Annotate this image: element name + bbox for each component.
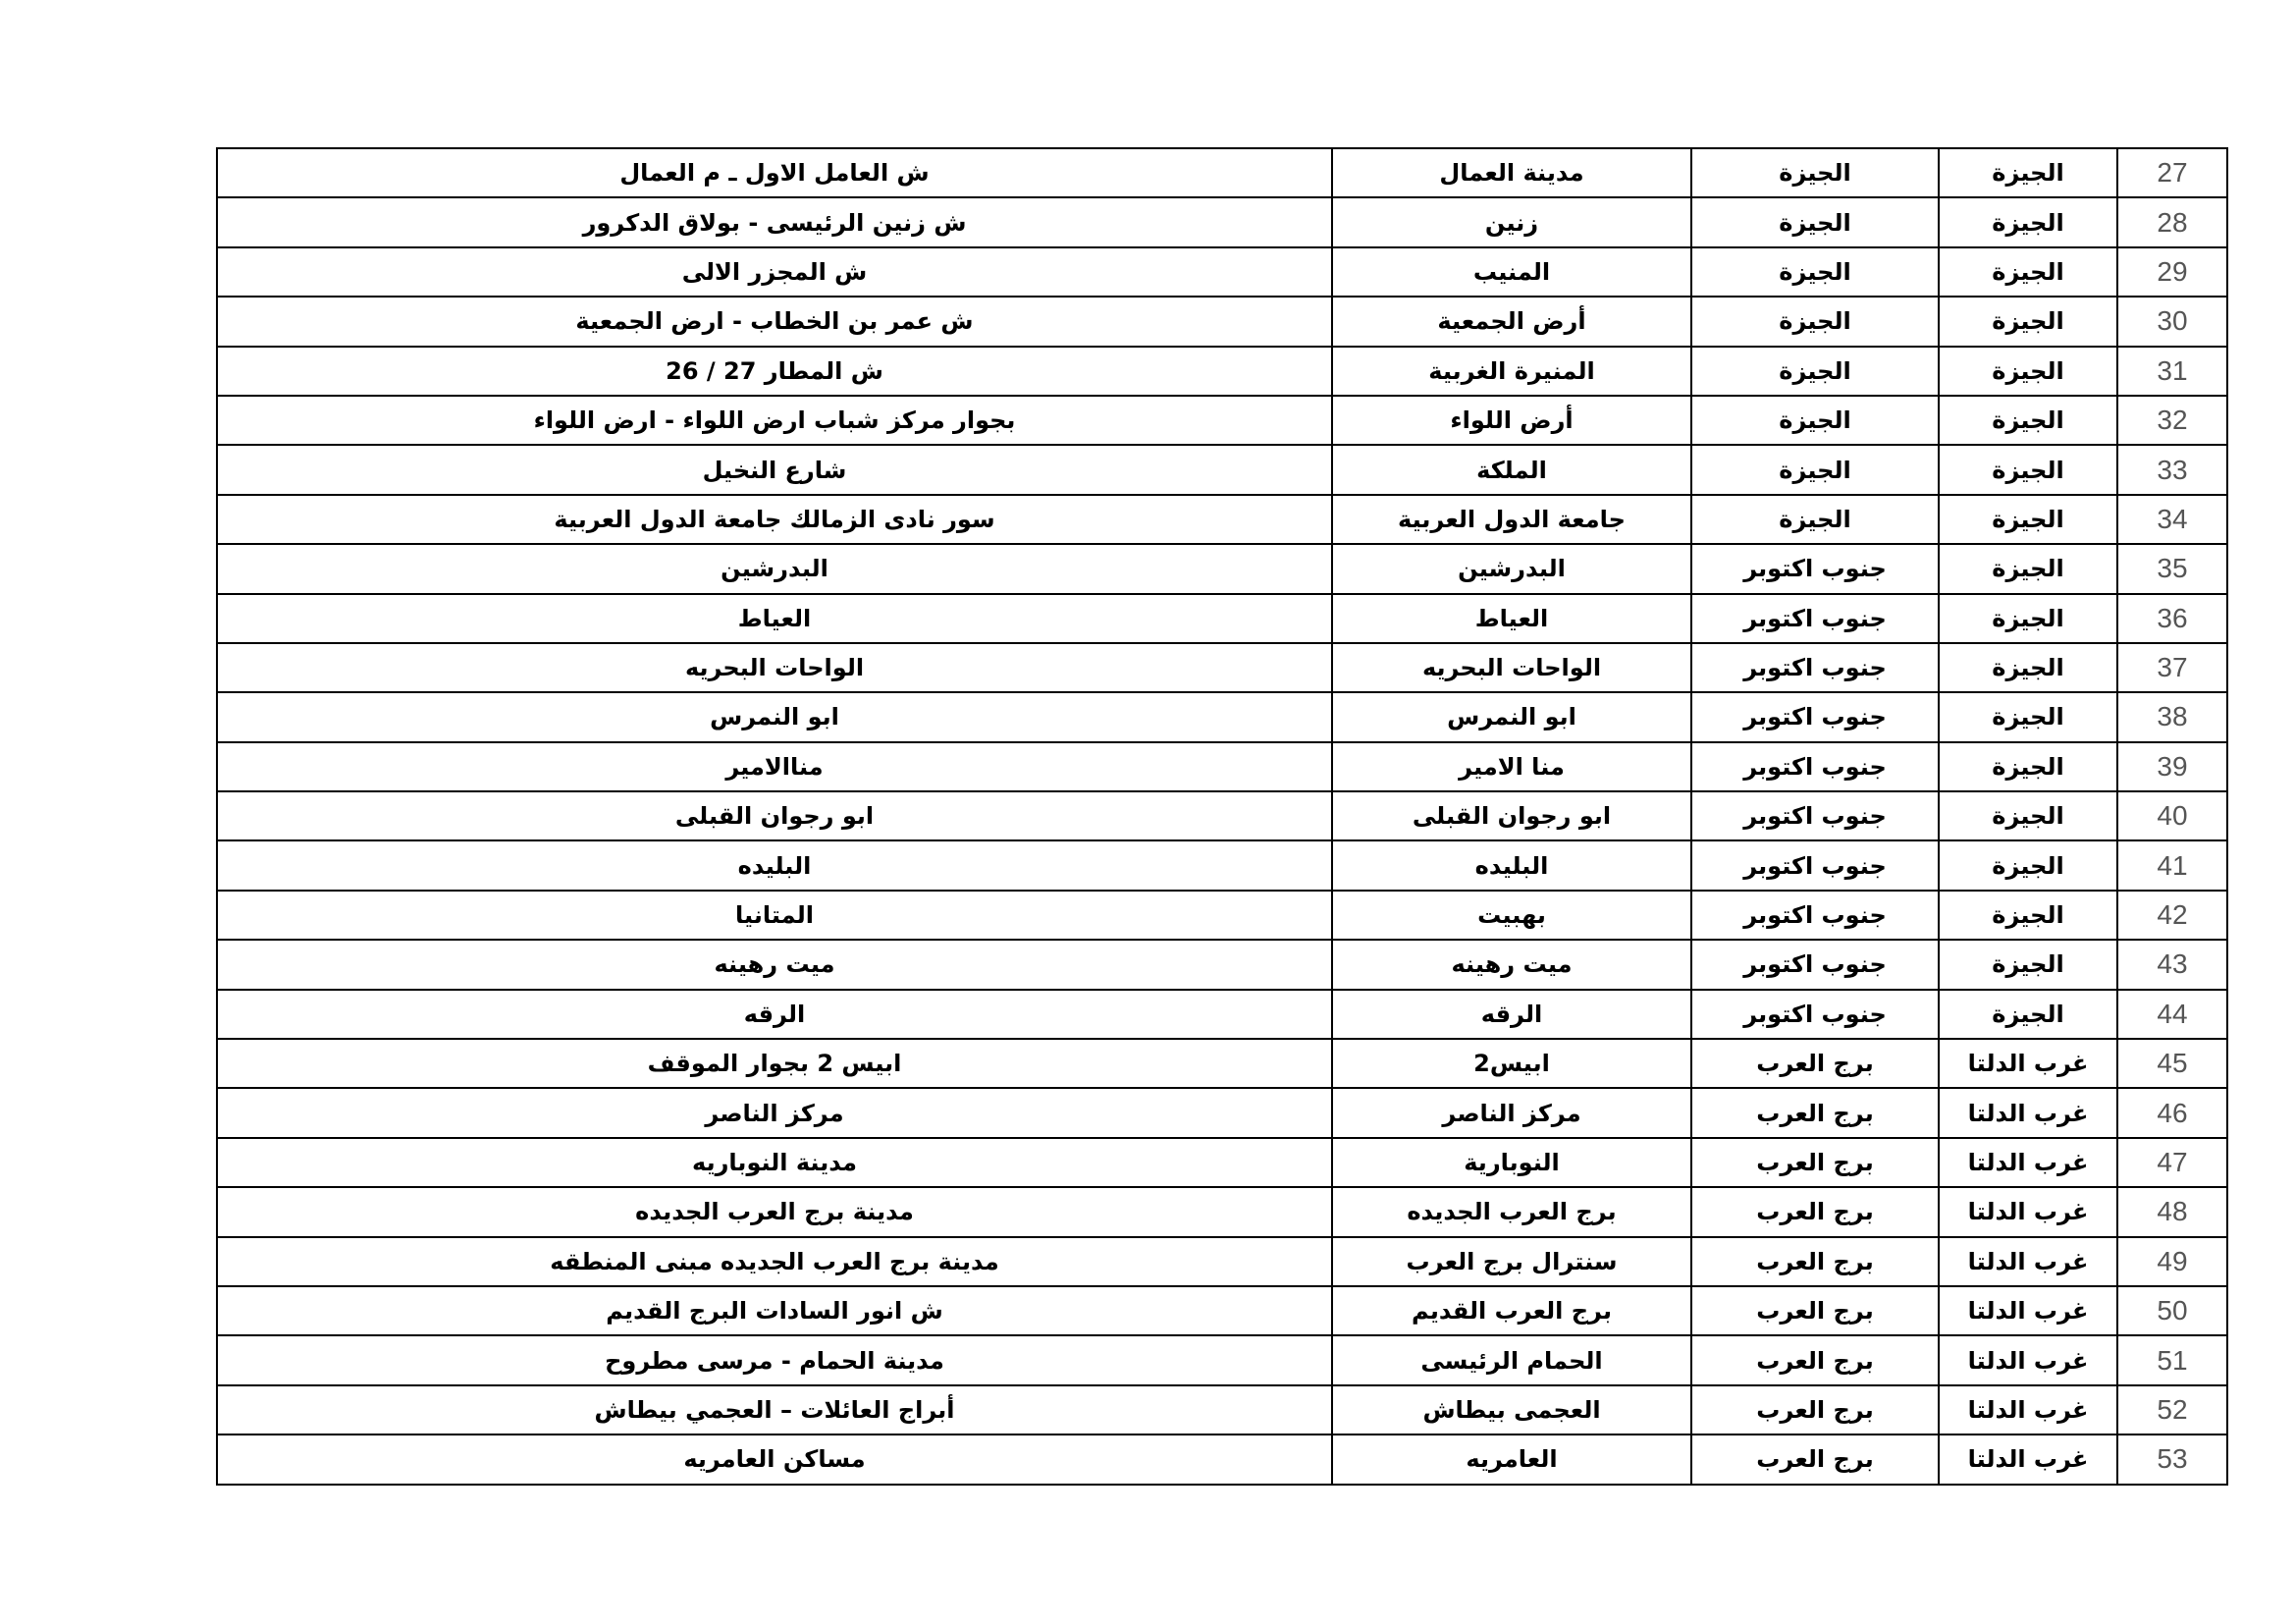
address-cell bbox=[217, 1335, 1332, 1384]
area-text: أرض اللواء bbox=[1450, 406, 1574, 435]
region-cell bbox=[1939, 148, 2117, 197]
address-text: مساكن العامريه bbox=[683, 1445, 866, 1474]
sector-cell bbox=[1691, 347, 1939, 396]
region-cell bbox=[1939, 1237, 2117, 1286]
area-text: جامعة الدول العربية bbox=[1398, 505, 1626, 533]
sector-cell bbox=[1691, 1237, 1939, 1286]
sector-text: برج العرب bbox=[1756, 1099, 1874, 1127]
region-cell bbox=[1939, 940, 2117, 989]
row-number-cell bbox=[2117, 247, 2227, 297]
region-text: الجيزة bbox=[1992, 654, 2064, 682]
sector-text: جنوب اكتوبر bbox=[1743, 901, 1887, 930]
sector-text: برج العرب bbox=[1756, 1198, 1874, 1226]
area-text: الحمام الرئيسى bbox=[1420, 1346, 1603, 1375]
sector-text: جنوب اكتوبر bbox=[1743, 851, 1887, 880]
region-cell bbox=[1939, 495, 2117, 544]
row-number-cell bbox=[2117, 594, 2227, 643]
table-row bbox=[217, 1286, 2227, 1335]
area-cell bbox=[1332, 990, 1691, 1039]
sector-cell bbox=[1691, 891, 1939, 940]
area-text: المنيرة الغربية bbox=[1428, 356, 1595, 385]
region-text: الجيزة bbox=[1992, 307, 2064, 336]
region-text: غرب الدلتا bbox=[1967, 1297, 2089, 1326]
area-text: ابو رجوان القبلى bbox=[1412, 802, 1612, 831]
table-row bbox=[217, 1138, 2227, 1187]
address-cell bbox=[217, 148, 1332, 197]
area-cell bbox=[1332, 297, 1691, 346]
row-number-text: 42 bbox=[2157, 899, 2188, 931]
table-row bbox=[217, 396, 2227, 445]
table-row bbox=[217, 692, 2227, 741]
row-number-cell bbox=[2117, 791, 2227, 840]
area-text: المنيب bbox=[1472, 257, 1551, 286]
table-row bbox=[217, 990, 2227, 1039]
row-number-text: 40 bbox=[2157, 800, 2188, 832]
address-text: ش العامل الاول ـ م العمال bbox=[619, 159, 930, 188]
sector-cell bbox=[1691, 1335, 1939, 1384]
area-text: أرض الجمعية bbox=[1437, 307, 1586, 336]
area-text: الرقه bbox=[1480, 1000, 1543, 1028]
row-number-cell bbox=[2117, 990, 2227, 1039]
address-text: ش زنين الرئيسى - بولاق الدكرور bbox=[582, 208, 967, 237]
region-cell bbox=[1939, 445, 2117, 494]
region-text: الجيزة bbox=[1992, 1000, 2064, 1028]
region-cell bbox=[1939, 990, 2117, 1039]
region-cell bbox=[1939, 594, 2117, 643]
row-number-cell bbox=[2117, 544, 2227, 593]
address-cell bbox=[217, 940, 1332, 989]
table-row bbox=[217, 347, 2227, 396]
address-cell bbox=[217, 1039, 1332, 1088]
address-text: ميت رهينه bbox=[714, 950, 835, 979]
sector-text: الجيزة bbox=[1779, 307, 1851, 336]
area-cell bbox=[1332, 396, 1691, 445]
row-number-cell bbox=[2117, 1286, 2227, 1335]
area-text: مدينة العمال bbox=[1439, 159, 1584, 188]
row-number-cell bbox=[2117, 1385, 2227, 1435]
sector-cell bbox=[1691, 495, 1939, 544]
region-cell bbox=[1939, 347, 2117, 396]
region-cell bbox=[1939, 396, 2117, 445]
row-number-text: 34 bbox=[2157, 503, 2188, 534]
row-number-cell bbox=[2117, 840, 2227, 890]
address-text: مدينة برج العرب الجديده مبنى المنطقه bbox=[550, 1247, 999, 1275]
region-text: غرب الدلتا bbox=[1967, 1247, 2089, 1275]
address-cell bbox=[217, 1187, 1332, 1236]
sector-cell bbox=[1691, 1385, 1939, 1435]
area-cell bbox=[1332, 1435, 1691, 1484]
region-text: الجيزة bbox=[1992, 851, 2064, 880]
sector-cell bbox=[1691, 396, 1939, 445]
address-cell bbox=[217, 1237, 1332, 1286]
table-row bbox=[217, 594, 2227, 643]
sector-text: برج العرب bbox=[1756, 1247, 1874, 1275]
address-cell bbox=[217, 990, 1332, 1039]
area-text: البليده bbox=[1474, 851, 1549, 880]
sector-cell bbox=[1691, 1138, 1939, 1187]
table-row bbox=[217, 1385, 2227, 1435]
region-text: غرب الدلتا bbox=[1967, 1395, 2089, 1424]
area-cell bbox=[1332, 594, 1691, 643]
region-text: الجيزة bbox=[1992, 604, 2064, 632]
table-row bbox=[217, 1039, 2227, 1088]
row-number-text: 38 bbox=[2157, 701, 2188, 732]
sector-text: الجيزة bbox=[1779, 257, 1851, 286]
address-cell bbox=[217, 445, 1332, 494]
region-text: غرب الدلتا bbox=[1967, 1099, 2089, 1127]
sector-cell bbox=[1691, 148, 1939, 197]
row-number-cell bbox=[2117, 1237, 2227, 1286]
address-text: مدينة الحمام - مرسى مطروح bbox=[605, 1346, 944, 1375]
region-cell bbox=[1939, 297, 2117, 346]
address-cell bbox=[217, 692, 1332, 741]
address-cell bbox=[217, 396, 1332, 445]
region-text: الجيزة bbox=[1992, 555, 2064, 583]
sector-cell bbox=[1691, 1039, 1939, 1088]
area-text: زنين bbox=[1484, 208, 1539, 237]
sector-text: جنوب اكتوبر bbox=[1743, 555, 1887, 583]
area-cell bbox=[1332, 247, 1691, 297]
region-cell bbox=[1939, 1385, 2117, 1435]
sector-cell bbox=[1691, 1286, 1939, 1335]
table-row bbox=[217, 891, 2227, 940]
table-row bbox=[217, 1435, 2227, 1484]
row-number-cell bbox=[2117, 940, 2227, 989]
area-text: العياط bbox=[1474, 604, 1549, 632]
region-text: الجيزة bbox=[1992, 257, 2064, 286]
row-number-cell bbox=[2117, 1088, 2227, 1137]
row-number-text: 28 bbox=[2157, 206, 2188, 238]
sector-text: جنوب اكتوبر bbox=[1743, 950, 1887, 979]
table-body bbox=[217, 148, 2227, 1485]
region-cell bbox=[1939, 1138, 2117, 1187]
row-number-cell bbox=[2117, 148, 2227, 197]
table-row bbox=[217, 197, 2227, 246]
region-cell bbox=[1939, 197, 2117, 246]
sector-cell bbox=[1691, 643, 1939, 692]
sector-text: الجيزة bbox=[1779, 356, 1851, 385]
sector-text: الجيزة bbox=[1779, 456, 1851, 484]
row-number-cell bbox=[2117, 396, 2227, 445]
address-text: مناالامير bbox=[725, 752, 824, 781]
row-number-cell bbox=[2117, 643, 2227, 692]
sector-cell bbox=[1691, 544, 1939, 593]
sector-cell bbox=[1691, 247, 1939, 297]
region-text: الجيزة bbox=[1992, 901, 2064, 930]
area-cell bbox=[1332, 840, 1691, 890]
address-cell bbox=[217, 742, 1332, 791]
region-cell bbox=[1939, 742, 2117, 791]
region-cell bbox=[1939, 1088, 2117, 1137]
area-text: الواحات البحريه bbox=[1421, 654, 1602, 682]
row-number-cell bbox=[2117, 692, 2227, 741]
sector-cell bbox=[1691, 742, 1939, 791]
area-cell bbox=[1332, 1385, 1691, 1435]
sector-text: برج العرب bbox=[1756, 1149, 1874, 1176]
address-text: البدرشين bbox=[721, 555, 828, 583]
sector-cell bbox=[1691, 297, 1939, 346]
address-text: ابو رجوان القبلى bbox=[674, 802, 875, 831]
region-text: غرب الدلتا bbox=[1967, 1346, 2089, 1375]
address-text: سور نادى الزمالك جامعة الدول العربية bbox=[554, 505, 995, 533]
region-text: الجيزة bbox=[1992, 456, 2064, 484]
address-text: ش المطار 27 / 26 bbox=[666, 356, 883, 385]
row-number-text: 36 bbox=[2157, 602, 2188, 633]
address-text: مدينة برج العرب الجديده bbox=[635, 1198, 914, 1226]
address-cell bbox=[217, 1286, 1332, 1335]
address-cell bbox=[217, 495, 1332, 544]
row-number-cell bbox=[2117, 197, 2227, 246]
sector-text: جنوب اكتوبر bbox=[1743, 604, 1887, 632]
row-number-text: 44 bbox=[2157, 998, 2188, 1029]
row-number-text: 43 bbox=[2157, 948, 2188, 980]
address-cell bbox=[217, 197, 1332, 246]
region-text: الجيزة bbox=[1992, 950, 2064, 979]
sector-cell bbox=[1691, 990, 1939, 1039]
table-row bbox=[217, 445, 2227, 494]
area-cell bbox=[1332, 197, 1691, 246]
area-cell bbox=[1332, 891, 1691, 940]
table-row bbox=[217, 495, 2227, 544]
row-number-text: 53 bbox=[2157, 1443, 2188, 1475]
region-cell bbox=[1939, 247, 2117, 297]
row-number-text: 45 bbox=[2157, 1048, 2188, 1079]
sector-text: الجيزة bbox=[1779, 208, 1851, 237]
region-cell bbox=[1939, 1187, 2117, 1236]
area-cell bbox=[1332, 1088, 1691, 1137]
sector-cell bbox=[1691, 197, 1939, 246]
sector-text: جنوب اكتوبر bbox=[1743, 752, 1887, 781]
table-row bbox=[217, 297, 2227, 346]
area-cell bbox=[1332, 1286, 1691, 1335]
address-cell bbox=[217, 544, 1332, 593]
area-cell bbox=[1332, 940, 1691, 989]
row-number-text: 37 bbox=[2157, 652, 2188, 683]
address-text: البليده bbox=[737, 851, 812, 880]
region-cell bbox=[1939, 791, 2117, 840]
sector-text: الجيزة bbox=[1779, 406, 1851, 435]
address-text: ابيس 2 بجوار الموقف bbox=[647, 1050, 902, 1078]
address-text: بجوار مركز شباب ارض اللواء - ارض اللواء bbox=[533, 406, 1016, 435]
row-number-cell bbox=[2117, 1187, 2227, 1236]
area-cell bbox=[1332, 1335, 1691, 1384]
area-text: سنترال برج العرب bbox=[1406, 1247, 1618, 1275]
row-number-text: 41 bbox=[2157, 849, 2188, 881]
sector-text: جنوب اكتوبر bbox=[1743, 1000, 1887, 1028]
area-cell bbox=[1332, 1039, 1691, 1088]
row-number-text: 29 bbox=[2157, 255, 2188, 287]
sector-cell bbox=[1691, 1088, 1939, 1137]
region-cell bbox=[1939, 643, 2117, 692]
sector-cell bbox=[1691, 594, 1939, 643]
row-number-cell bbox=[2117, 297, 2227, 346]
area-text: النوبارية bbox=[1464, 1149, 1560, 1176]
region-cell bbox=[1939, 1435, 2117, 1484]
address-cell bbox=[217, 891, 1332, 940]
sector-text: برج العرب bbox=[1756, 1395, 1874, 1424]
area-text: البدرشين bbox=[1458, 555, 1566, 583]
area-text: برج العرب القديم bbox=[1412, 1297, 1612, 1326]
row-number-cell bbox=[2117, 742, 2227, 791]
region-text: الجيزة bbox=[1992, 356, 2064, 385]
row-number-text: 48 bbox=[2157, 1196, 2188, 1227]
row-number-cell bbox=[2117, 1435, 2227, 1484]
address-cell bbox=[217, 1138, 1332, 1187]
address-text: مدينة النوباريه bbox=[692, 1149, 857, 1176]
row-number-text: 50 bbox=[2157, 1295, 2188, 1326]
sector-cell bbox=[1691, 1435, 1939, 1484]
row-number-text: 46 bbox=[2157, 1097, 2188, 1128]
address-text: أبراج العائلات – العجمي بيطاش bbox=[594, 1395, 955, 1424]
region-cell bbox=[1939, 891, 2117, 940]
region-text: الجيزة bbox=[1992, 406, 2064, 435]
region-text: الجيزة bbox=[1992, 802, 2064, 831]
area-cell bbox=[1332, 544, 1691, 593]
address-text: شارع النخيل bbox=[702, 456, 847, 484]
area-cell bbox=[1332, 1237, 1691, 1286]
row-number-cell bbox=[2117, 445, 2227, 494]
area-cell bbox=[1332, 692, 1691, 741]
sector-text: جنوب اكتوبر bbox=[1743, 703, 1887, 731]
row-number-cell bbox=[2117, 1138, 2227, 1187]
address-cell bbox=[217, 247, 1332, 297]
address-text: مركز الناصر bbox=[705, 1099, 844, 1127]
sector-cell bbox=[1691, 940, 1939, 989]
sector-cell bbox=[1691, 791, 1939, 840]
address-text: ابو النمرس bbox=[710, 703, 839, 731]
sector-cell bbox=[1691, 692, 1939, 741]
area-text: مركز الناصر bbox=[1442, 1099, 1581, 1127]
address-cell bbox=[217, 840, 1332, 890]
table-row bbox=[217, 940, 2227, 989]
row-number-text: 32 bbox=[2157, 405, 2188, 436]
area-text: ميت رهينه bbox=[1451, 950, 1573, 979]
address-text: المتانيا bbox=[735, 901, 814, 930]
region-cell bbox=[1939, 1039, 2117, 1088]
sector-cell bbox=[1691, 840, 1939, 890]
row-number-text: 52 bbox=[2157, 1393, 2188, 1425]
region-text: الجيزة bbox=[1992, 752, 2064, 781]
area-cell bbox=[1332, 347, 1691, 396]
area-text: ابيس2 bbox=[1473, 1050, 1550, 1078]
sector-text: برج العرب bbox=[1756, 1445, 1874, 1474]
table-row bbox=[217, 1335, 2227, 1384]
region-text: غرب الدلتا bbox=[1967, 1198, 2089, 1226]
table-row bbox=[217, 840, 2227, 890]
area-cell bbox=[1332, 1187, 1691, 1236]
sector-text: جنوب اكتوبر bbox=[1743, 654, 1887, 682]
table-row bbox=[217, 643, 2227, 692]
address-cell bbox=[217, 1385, 1332, 1435]
region-cell bbox=[1939, 1335, 2117, 1384]
region-text: الجيزة bbox=[1992, 159, 2064, 188]
region-cell bbox=[1939, 840, 2117, 890]
region-text: الجيزة bbox=[1992, 208, 2064, 237]
region-text: غرب الدلتا bbox=[1967, 1050, 2089, 1078]
area-cell bbox=[1332, 148, 1691, 197]
region-text: غرب الدلتا bbox=[1967, 1149, 2089, 1176]
address-cell bbox=[217, 347, 1332, 396]
row-number-text: 47 bbox=[2157, 1147, 2188, 1177]
sector-text: الجيزة bbox=[1779, 159, 1851, 188]
address-cell bbox=[217, 1088, 1332, 1137]
area-cell bbox=[1332, 445, 1691, 494]
table-row bbox=[217, 1187, 2227, 1236]
area-text: منا الامير bbox=[1459, 752, 1565, 781]
table-row bbox=[217, 791, 2227, 840]
table-row bbox=[217, 742, 2227, 791]
row-number-text: 39 bbox=[2157, 750, 2188, 782]
address-text: ش انور السادات البرج القديم bbox=[606, 1297, 943, 1326]
row-number-cell bbox=[2117, 1039, 2227, 1088]
row-number-text: 31 bbox=[2157, 354, 2188, 386]
sector-text: برج العرب bbox=[1756, 1297, 1874, 1326]
area-text: العامريه bbox=[1466, 1445, 1558, 1474]
region-text: غرب الدلتا bbox=[1967, 1445, 2089, 1474]
table-row bbox=[217, 544, 2227, 593]
row-number-text: 33 bbox=[2157, 454, 2188, 485]
sector-text: الجيزة bbox=[1779, 505, 1851, 533]
area-cell bbox=[1332, 495, 1691, 544]
area-text: الملكة bbox=[1476, 456, 1547, 484]
sector-cell bbox=[1691, 1187, 1939, 1236]
address-text: ش المجزر الالى bbox=[681, 257, 868, 286]
row-number-cell bbox=[2117, 347, 2227, 396]
row-number-text: 35 bbox=[2157, 553, 2188, 584]
address-text: الرقه bbox=[743, 1000, 806, 1028]
address-text: الواحات البحريه bbox=[684, 654, 865, 682]
region-cell bbox=[1939, 1286, 2117, 1335]
row-number-cell bbox=[2117, 495, 2227, 544]
address-cell bbox=[217, 594, 1332, 643]
address-cell bbox=[217, 1435, 1332, 1484]
sector-text: جنوب اكتوبر bbox=[1743, 802, 1887, 831]
area-text: برج العرب الجديده bbox=[1407, 1198, 1617, 1226]
area-cell bbox=[1332, 742, 1691, 791]
area-cell bbox=[1332, 643, 1691, 692]
row-number-text: 27 bbox=[2157, 157, 2188, 189]
table-row bbox=[217, 148, 2227, 197]
area-text: ابو النمرس bbox=[1447, 703, 1576, 731]
sector-text: برج العرب bbox=[1756, 1050, 1874, 1078]
row-number-text: 30 bbox=[2157, 305, 2188, 337]
sector-cell bbox=[1691, 445, 1939, 494]
area-cell bbox=[1332, 791, 1691, 840]
row-number-text: 49 bbox=[2157, 1245, 2188, 1276]
region-text: الجيزة bbox=[1992, 505, 2064, 533]
table-row bbox=[217, 1237, 2227, 1286]
locations-table bbox=[216, 147, 2228, 1486]
table-row bbox=[217, 247, 2227, 297]
row-number-text: 51 bbox=[2157, 1344, 2188, 1376]
region-cell bbox=[1939, 544, 2117, 593]
address-cell bbox=[217, 791, 1332, 840]
region-text: الجيزة bbox=[1992, 703, 2064, 731]
address-cell bbox=[217, 297, 1332, 346]
table-row bbox=[217, 1088, 2227, 1137]
region-cell bbox=[1939, 692, 2117, 741]
area-text: العجمى بيطاش bbox=[1422, 1395, 1601, 1424]
area-text: بهبيت bbox=[1477, 901, 1546, 930]
row-number-cell bbox=[2117, 1335, 2227, 1384]
address-text: العياط bbox=[737, 604, 812, 632]
sector-text: برج العرب bbox=[1756, 1346, 1874, 1375]
address-cell bbox=[217, 643, 1332, 692]
area-cell bbox=[1332, 1138, 1691, 1187]
row-number-cell bbox=[2117, 891, 2227, 940]
address-text: ش عمر بن الخطاب - ارض الجمعية bbox=[575, 307, 974, 336]
